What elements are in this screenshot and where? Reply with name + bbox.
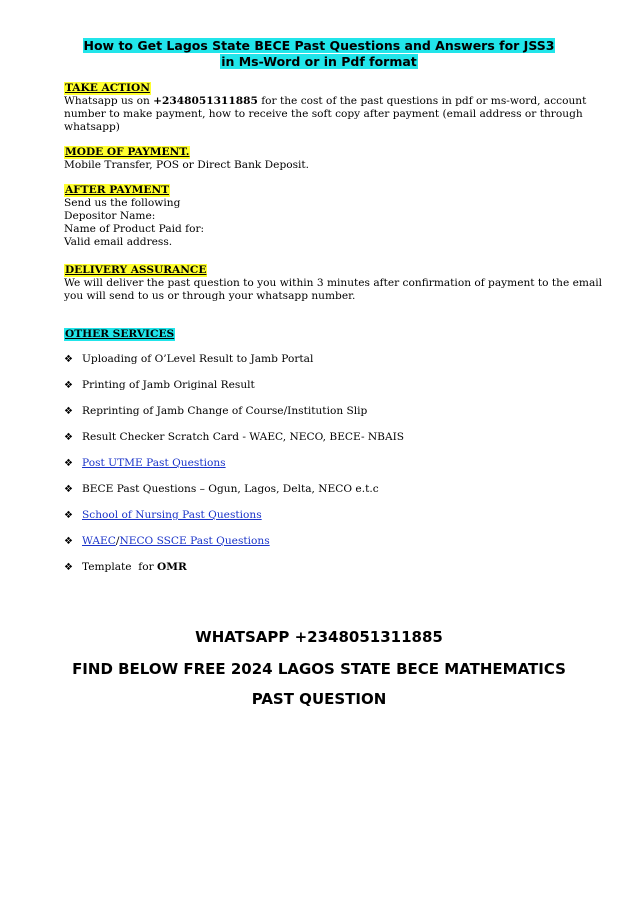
diamond-bullet-icon: ❖ — [64, 432, 73, 443]
post-utme-link[interactable]: Post UTME Past Questions — [82, 457, 226, 469]
mode-of-payment-text: Mobile Transfer, POS or Direct Bank Deposit. — [64, 159, 310, 171]
after-payment-line: Valid email address. — [64, 236, 173, 248]
service-label: Printing of Jamb Original Result — [82, 379, 255, 391]
delivery-heading: DELIVERY ASSURANCE — [65, 264, 207, 276]
diamond-bullet-icon: ❖ — [64, 484, 73, 495]
service-label — [82, 535, 270, 548]
take-action-section — [64, 82, 604, 134]
after-payment-heading: AFTER PAYMENT — [65, 184, 170, 196]
omr-label: OMR — [157, 561, 187, 573]
title-line-2: in Ms-Word or in Pdf format — [221, 54, 417, 69]
other-services-heading: OTHER SERVICES — [65, 328, 175, 340]
list-item — [64, 431, 604, 457]
title-line-1: How to Get Lagos State BECE Past Questions and Answers for JSS3 — [83, 38, 555, 53]
after-payment-line: Send us the following — [64, 197, 181, 209]
diamond-bullet-icon: ❖ — [64, 354, 73, 365]
list-item — [64, 509, 604, 535]
mode-of-payment-section — [64, 146, 604, 172]
list-item — [64, 457, 604, 483]
service-label: BECE Past Questions – Ogun, Lagos, Delta, NECO e.t.c — [82, 483, 379, 495]
take-action-rest: for the cost of the past questions in pdf or ms-word, account number to make payment, how to receive the soft copy after payment (email address or through whatsapp) — [64, 95, 587, 133]
delivery-section — [64, 264, 604, 303]
after-payment-line: Depositor Name: — [64, 210, 156, 222]
diamond-bullet-icon: ❖ — [64, 536, 73, 547]
link-separator: / — [115, 535, 120, 547]
list-item — [64, 405, 604, 431]
service-label: Reprinting of Jamb Change of Course/Institution Slip — [82, 405, 368, 417]
waec-link[interactable]: WAEC — [82, 535, 116, 547]
list-item — [64, 353, 604, 379]
find-below-line-1: FIND BELOW FREE 2024 LAGOS STATE BECE MATHEMATICS — [72, 660, 566, 678]
other-services-section — [64, 328, 604, 341]
whatsapp-banner: WHATSAPP +2348051311885 — [195, 628, 443, 646]
mode-of-payment-heading: MODE OF PAYMENT. — [65, 146, 190, 158]
service-label: Result Checker Scratch Card - WAEC, NECO, BECE- NBAIS — [82, 431, 405, 443]
find-below-line-2: PAST QUESTION — [251, 690, 387, 708]
list-item — [64, 379, 604, 405]
diamond-bullet-icon: ❖ — [64, 406, 73, 417]
nursing-past-questions-link[interactable]: School of Nursing Past Questions — [82, 509, 262, 521]
diamond-bullet-icon: ❖ — [64, 562, 73, 573]
neco-ssce-link[interactable]: NECO SSCE Past Questions — [119, 535, 270, 547]
list-item — [64, 561, 604, 587]
diamond-bullet-icon: ❖ — [64, 458, 73, 469]
list-item — [64, 483, 604, 509]
page-title — [0, 38, 638, 70]
take-action-text — [64, 95, 604, 134]
service-label: Uploading of O’Level Result to Jamb Portal — [82, 353, 314, 365]
take-action-heading: TAKE ACTION — [65, 82, 150, 94]
service-label — [82, 561, 187, 574]
whatsapp-phone: +2348051311885 — [153, 95, 258, 107]
take-action-prefix: Whatsapp us on — [64, 95, 154, 107]
diamond-bullet-icon: ❖ — [64, 380, 73, 391]
template-label: Template for — [82, 561, 158, 573]
delivery-text: We will deliver the past question to you within 3 minutes after confirmation of payment to the email you will send to us or through your whatsapp number. — [64, 277, 603, 302]
after-payment-line: Name of Product Paid for: — [64, 223, 205, 235]
services-list — [64, 353, 604, 587]
after-payment-section — [64, 184, 604, 249]
list-item — [64, 535, 604, 561]
diamond-bullet-icon: ❖ — [64, 510, 73, 521]
